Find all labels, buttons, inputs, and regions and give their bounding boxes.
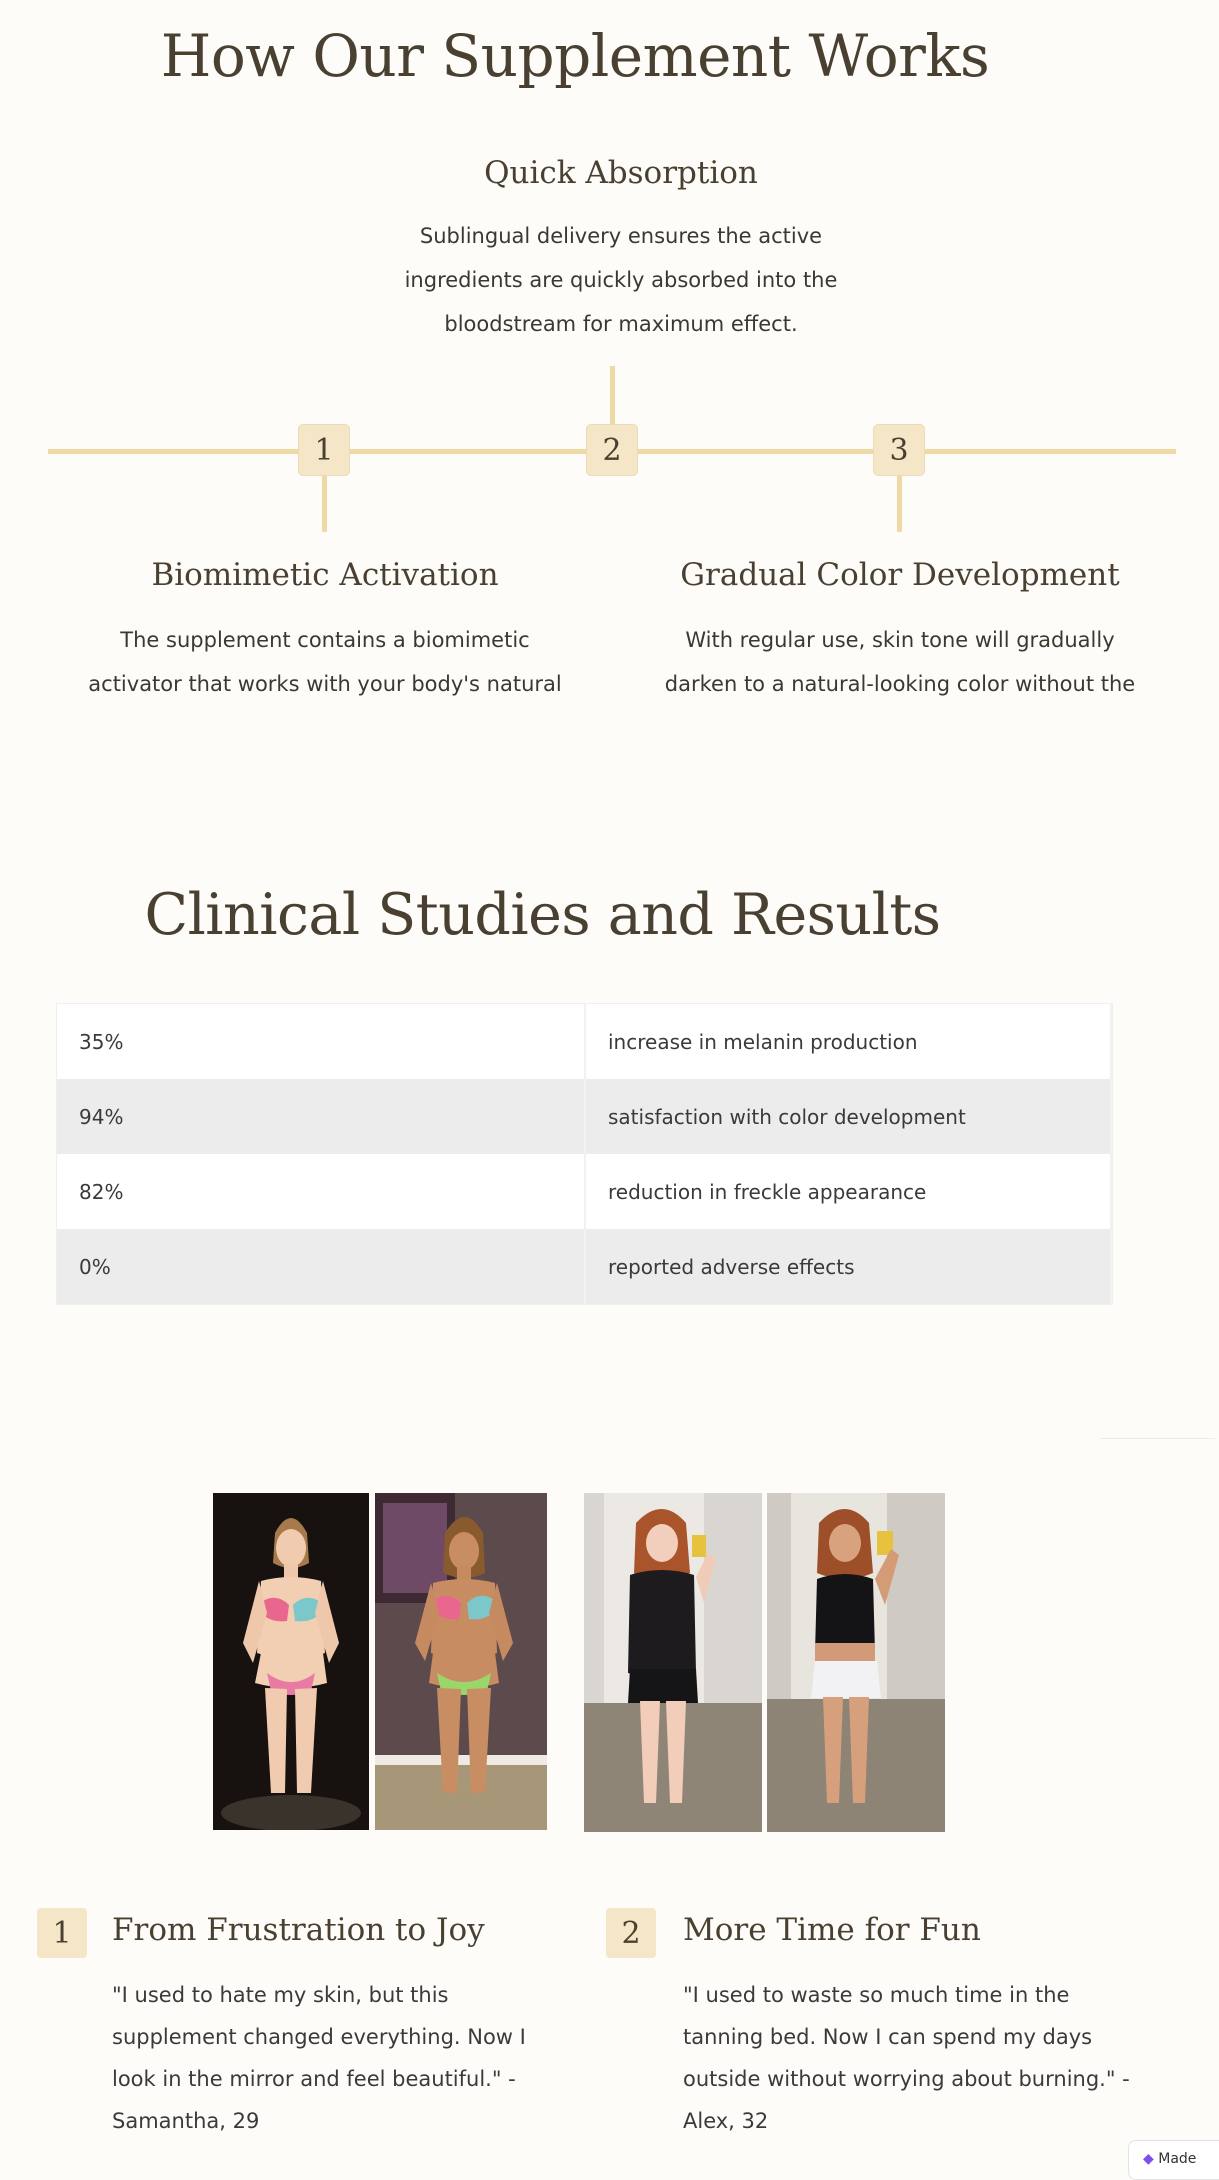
before-photo-2 xyxy=(584,1493,762,1832)
testimonial-1-badge: 1 xyxy=(37,1908,87,1958)
testimonial-1-quote xyxy=(112,1974,602,2142)
timeline-connector-2 xyxy=(610,366,615,426)
step-3-text-line: darken to a natural-looking color without the xyxy=(664,672,1136,696)
after-photo-1 xyxy=(375,1493,547,1830)
quote-line: tanning bed. Now I can spend my days xyxy=(683,2025,1093,2049)
stat-value: 82% xyxy=(57,1154,585,1229)
made-badge-label: Made xyxy=(1158,2151,1197,2167)
quote-line: look in the mirror and feel beautiful." - xyxy=(112,2067,516,2091)
step-2-text-line: Sublingual delivery ensures the active xyxy=(419,224,823,248)
testimonial-2-badge: 2 xyxy=(606,1908,656,1958)
after-photo-2 xyxy=(767,1493,945,1832)
step-1-text-line: activator that works with your body's natural xyxy=(88,672,562,696)
stat-value: 0% xyxy=(57,1229,585,1304)
table-row xyxy=(57,1079,1111,1154)
stat-label: reduction in freckle appearance xyxy=(585,1154,1111,1229)
before-photo-1 xyxy=(213,1493,369,1830)
stat-value: 94% xyxy=(57,1079,585,1154)
step-2-text xyxy=(371,214,871,346)
quote-line: "I used to waste so much time in the xyxy=(683,1983,1070,2007)
quote-line: Samantha, 29 xyxy=(112,2109,260,2133)
quote-line: supplement changed everything. Now I xyxy=(112,2025,526,2049)
step-3-text xyxy=(625,618,1175,706)
timeline-connector-3 xyxy=(897,472,902,532)
step-1-text xyxy=(50,618,600,706)
step-2-text-line: ingredients are quickly absorbed into the xyxy=(404,268,838,292)
step-1-text-line: The supplement contains a biomimetic xyxy=(120,628,530,652)
step-1-title: Biomimetic Activation xyxy=(151,557,499,593)
section-title-clinical: Clinical Studies and Results xyxy=(144,882,941,948)
timeline-connector-1 xyxy=(322,472,327,532)
table-row xyxy=(57,1154,1111,1229)
results-table xyxy=(57,1004,1112,1304)
stat-label: reported adverse effects xyxy=(585,1229,1111,1304)
table-row xyxy=(57,1229,1111,1304)
quote-line: outside without worrying about burning." - xyxy=(683,2067,1130,2091)
stat-label: increase in melanin production xyxy=(585,1004,1111,1079)
step-3-title: Gradual Color Development xyxy=(680,557,1120,593)
step-2-badge: 2 xyxy=(586,424,638,476)
made-with-badge[interactable] xyxy=(1128,2140,1219,2180)
divider xyxy=(1100,1438,1215,1439)
gamma-logo-icon: ◆ xyxy=(1143,2151,1154,2167)
step-2-title: Quick Absorption xyxy=(484,155,758,191)
quote-line: Alex, 32 xyxy=(683,2109,769,2133)
section-title-how: How Our Supplement Works xyxy=(160,22,990,90)
testimonial-2-title: More Time for Fun xyxy=(683,1912,981,1948)
step-1-badge: 1 xyxy=(298,424,350,476)
testimonial-1-title: From Frustration to Joy xyxy=(112,1912,485,1948)
stat-label: satisfaction with color development xyxy=(585,1079,1111,1154)
step-2-text-line: bloodstream for maximum effect. xyxy=(444,312,798,336)
step-3-badge: 3 xyxy=(873,424,925,476)
quote-line: "I used to hate my skin, but this xyxy=(112,1983,449,2007)
testimonial-2-quote xyxy=(683,1974,1173,2142)
step-3-text-line: With regular use, skin tone will gradually xyxy=(685,628,1115,652)
stat-value: 35% xyxy=(57,1004,585,1079)
table-row xyxy=(57,1004,1111,1079)
